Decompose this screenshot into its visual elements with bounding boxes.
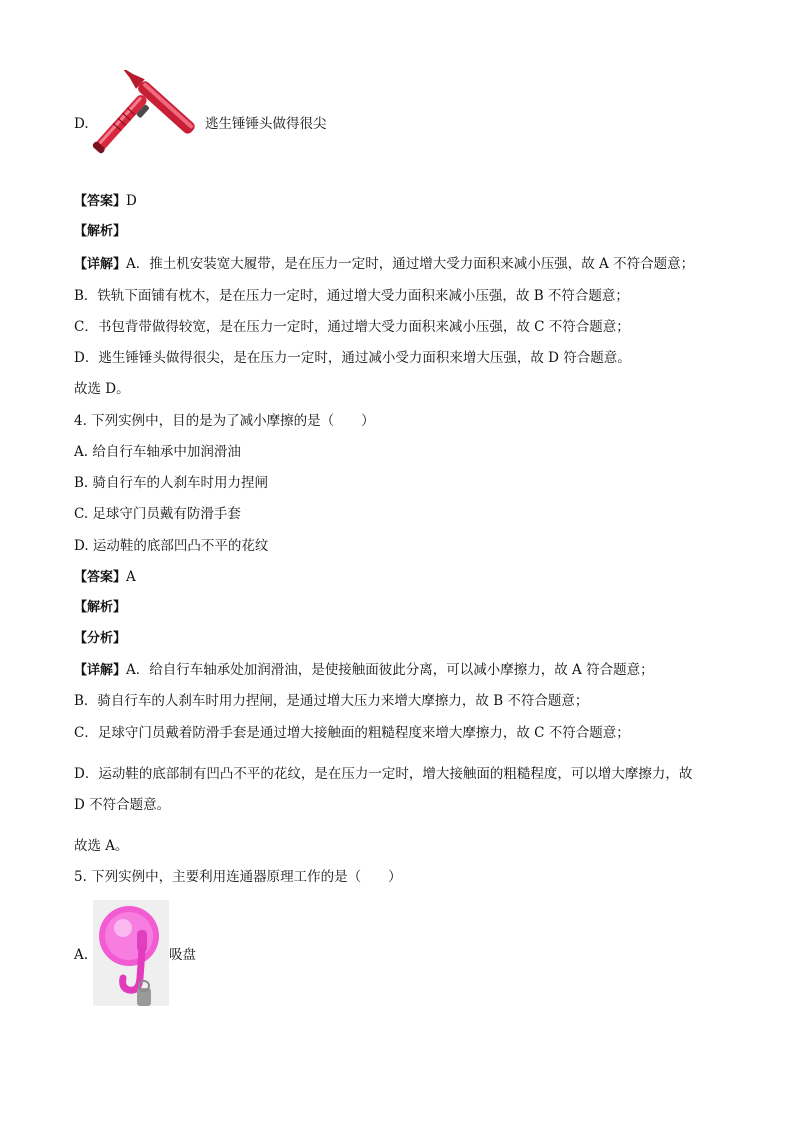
q5-option-a-label: A. [74, 947, 89, 963]
q4-conclusion: 故选 A。 [74, 838, 129, 854]
analysis-tag: 【解析】 [74, 224, 127, 239]
conclusion: 故选 D。 [74, 381, 130, 397]
q4-option-c: C. 足球守门员戴有防滑手套 [74, 506, 241, 522]
detail-d: D．逃生锤锤头做得很尖，是在压力一定时，通过减小受力面积来增大压强，故 D 符合题意。 [74, 350, 631, 366]
detail-a: A．推土机安装宽大履带，是在压力一定时，通过增大受力面积来减小压强，故 A 不符合题意； [126, 256, 695, 272]
answer-value: D [126, 193, 137, 209]
q4-option-d: D. 运动鞋的底部凹凸不平的花纹 [74, 538, 269, 554]
q4-fenxi-tag: 【分析】 [74, 631, 127, 646]
q4-detail-a: A．给自行车轴承处加润滑油，是使接触面彼此分离，可以减小摩擦力，故 A 符合题意； [126, 662, 654, 678]
q4-option-a: A. 给自行车轴承中加润滑油 [74, 444, 241, 460]
detail-b: B．铁轨下面铺有枕木，是在压力一定时，通过增大受力面积来减小压强，故 B 不符合题意； [74, 288, 629, 304]
question-5-stem: 5. 下列实例中，主要利用连通器原理工作的是（ ） [74, 869, 402, 885]
detail-tag: 【详解】 [74, 257, 127, 272]
q4-analysis-tag: 【解析】 [74, 600, 127, 615]
detail-c: C．书包背带做得较宽，是在压力一定时，通过增大受力面积来减小压强，故 C 不符合题意； [74, 319, 630, 335]
q4-option-b: B. 骑自行车的人刹车时用力捏闸 [74, 475, 269, 491]
suction-cup-image [93, 900, 169, 1006]
q4-answer-value: A [126, 569, 136, 585]
q4-detail-tag: 【详解】 [74, 663, 127, 678]
q4-answer-tag: 【答案】 [74, 570, 127, 585]
q4-detail-c: C．足球守门员戴着防滑手套是通过增大接触面的粗糙程度来增大摩擦力，故 C 不符合题意； [74, 725, 630, 741]
question-4-stem: 4. 下列实例中，目的是为了减小摩擦的是（ ） [74, 413, 375, 429]
q4-detail-d-line2: D 不符合题意。 [74, 797, 171, 813]
q4-detail-b: B．骑自行车的人刹车时用力捏闸，是通过增大压力来增大摩擦力，故 B 不符合题意； [74, 693, 589, 709]
answer-tag: 【答案】 [74, 194, 127, 209]
q4-detail-d-line1: D．运动鞋的底部制有凹凸不平的花纹，是在压力一定时，增大接触面的粗糙程度，可以增大摩擦力，故 [74, 766, 693, 782]
q5-option-a-text: 吸盘 [169, 947, 196, 963]
option-d-label: D. [74, 116, 89, 132]
escape-hammer-image [92, 70, 204, 178]
option-d-text: 逃生锤锤头做得很尖 [205, 116, 327, 132]
